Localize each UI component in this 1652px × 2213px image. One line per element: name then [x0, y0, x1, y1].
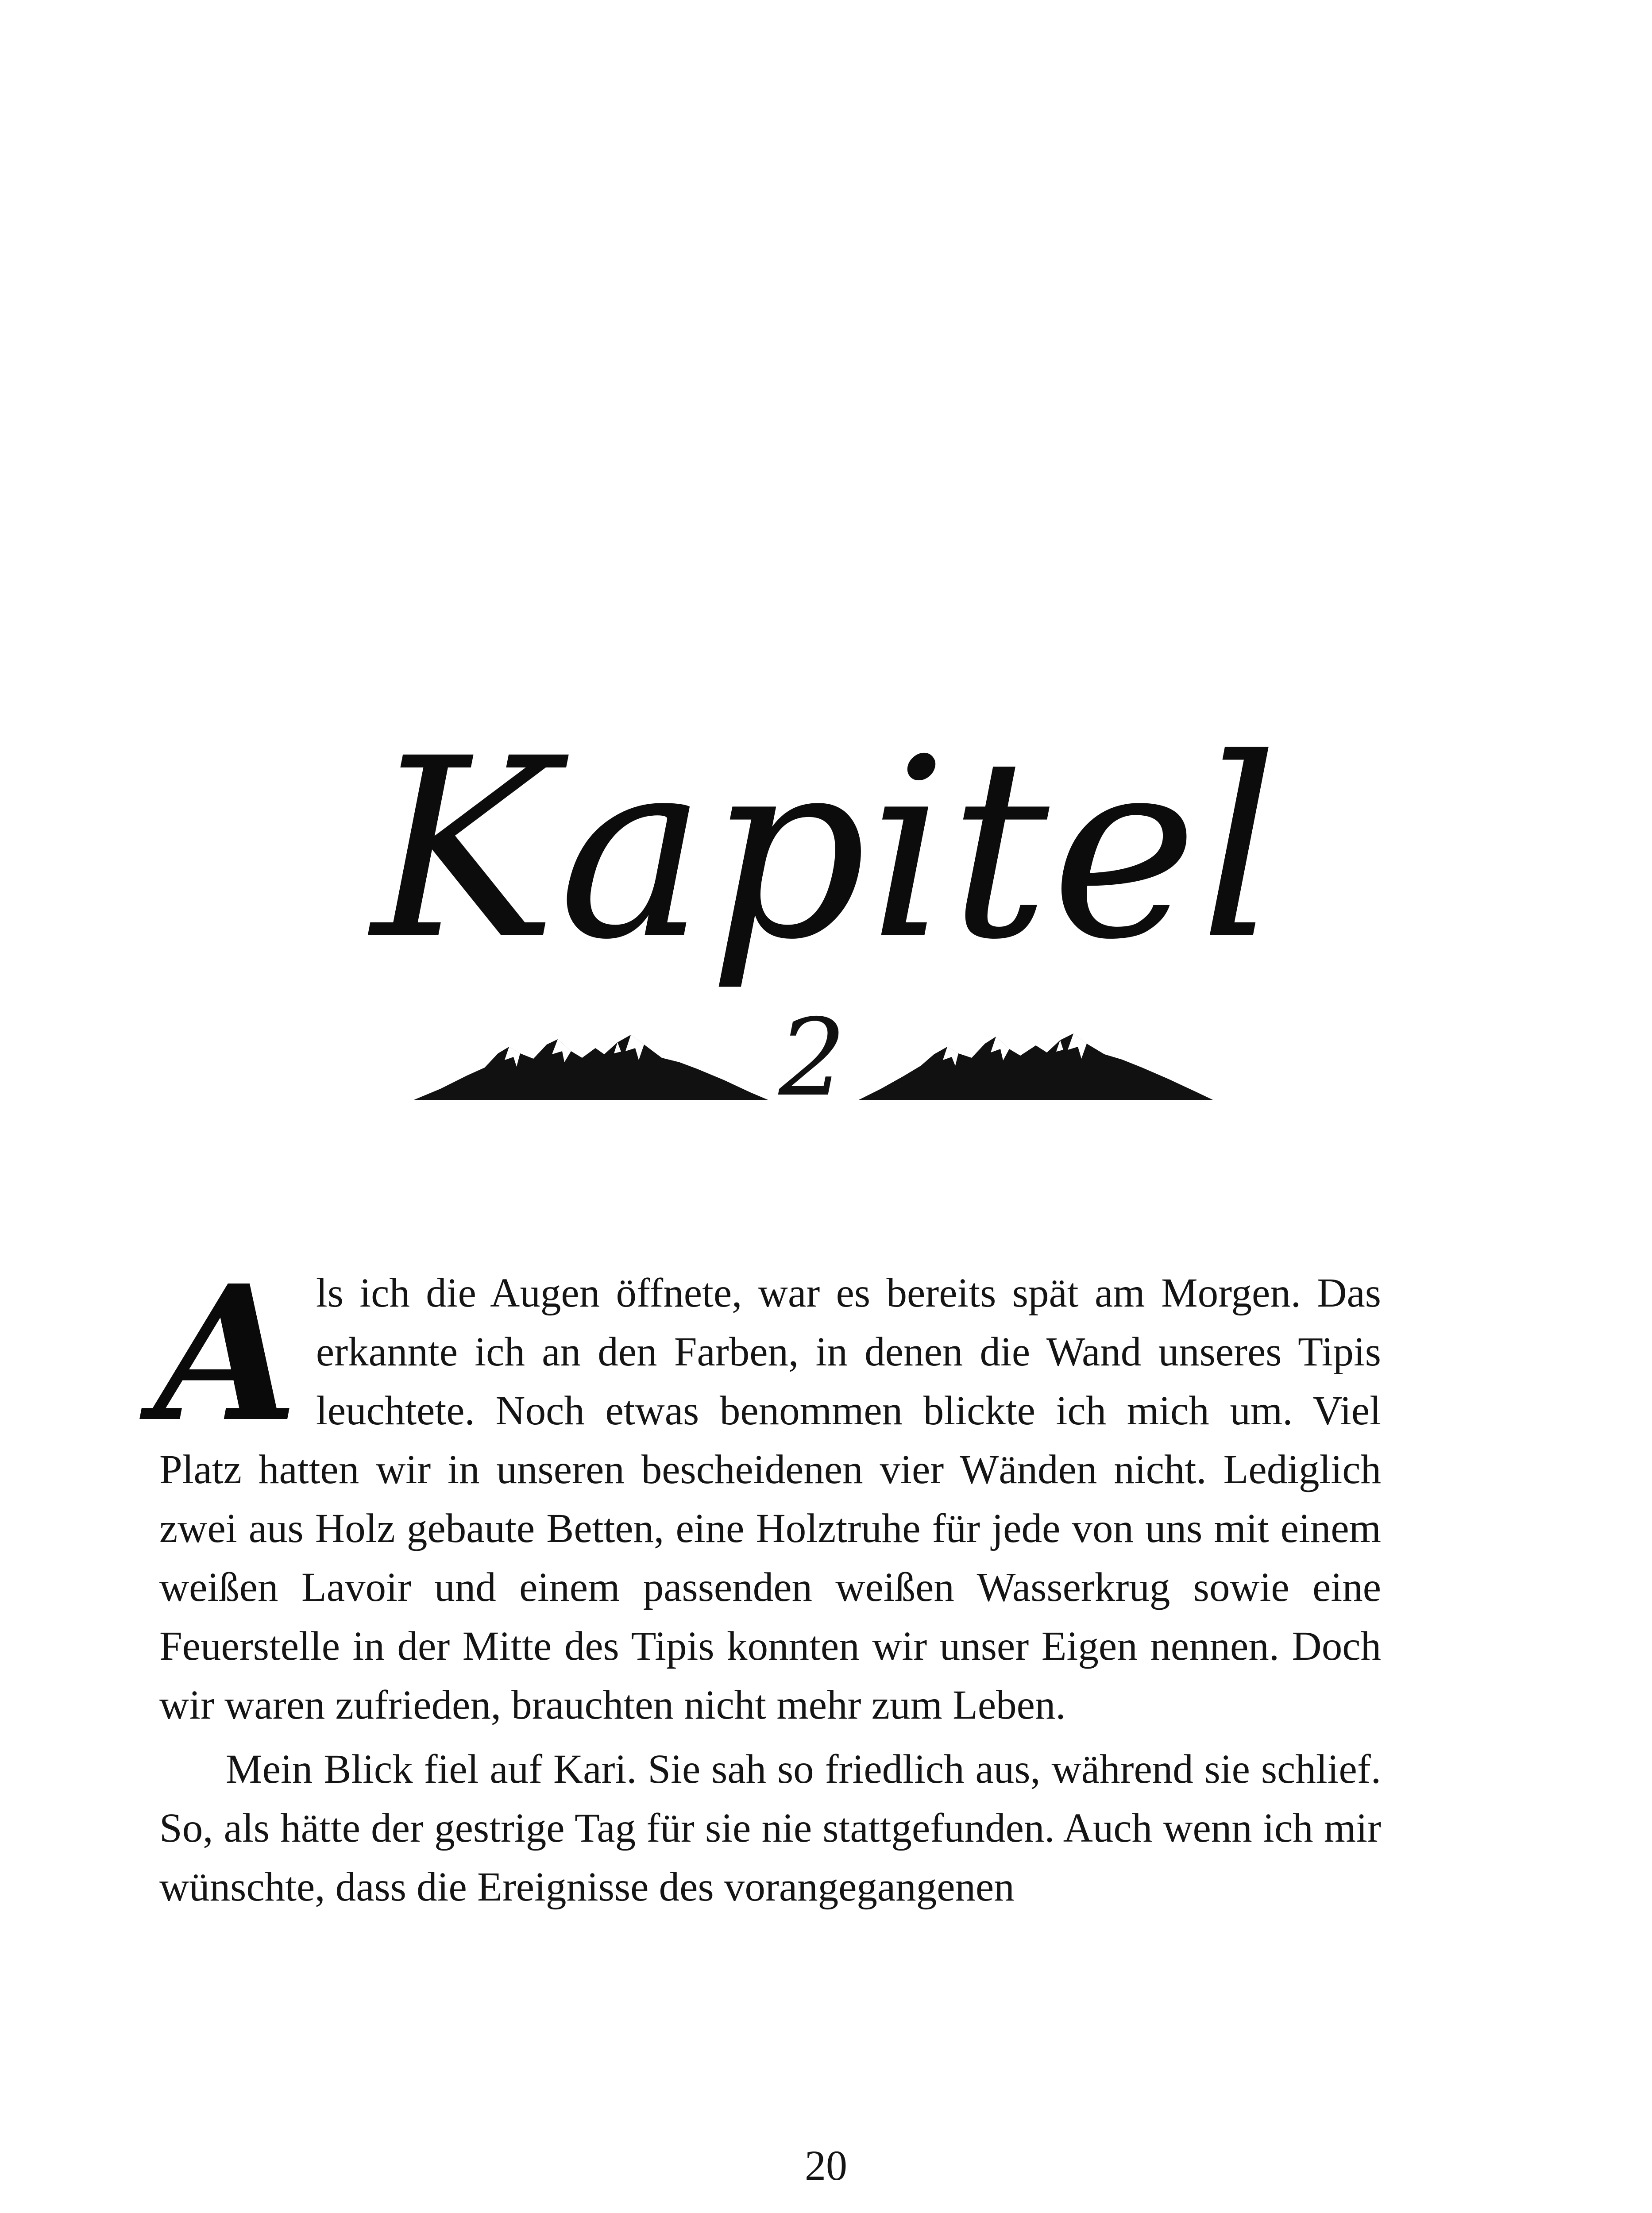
chapter-number: 2	[778, 996, 846, 1120]
paragraph	[154, 1245, 1381, 1735]
paragraph: Mein Blick fiel auf Kari. Sie sah so friedlich aus, während sie schlief. So, als hätte der gestrige Tag für sie nie stattgefunden. Auch wenn ich mir wünschte, dass die Ereignisse des vorangegangenen	[159, 1746, 1381, 1910]
body-text	[154, 1245, 1381, 1916]
page-number: 20	[805, 2142, 847, 2189]
mountain-range-icon	[414, 1027, 768, 1102]
paragraph-text: ls ich die Augen öffnete, war es bereits spät am Morgen. Das erkannte ich an den Farben, in denen die Wand unseres Tipis leuchtete. Noch etwas benommen blickte ich mich um. Viel Platz hatten wir in unseren bescheidenen vier Wänden nicht. Lediglich zwei aus Holz gebaute Betten, eine Holztruhe für jede von uns mit einem weißen Lavoir und einem passenden weißen Wasserkrug sowie eine Feuerstelle in der Mitte des Tipis konnten wir unser Eigen nennen. Doch wir waren zufrieden, brauchten nicht mehr zum Leben.	[159, 1270, 1381, 1728]
chapter-title: Kapitel	[371, 706, 1281, 994]
mountain-range-icon	[859, 1027, 1213, 1102]
drop-cap: A	[154, 1245, 298, 1463]
chapter-ornament	[0, 996, 1652, 1124]
